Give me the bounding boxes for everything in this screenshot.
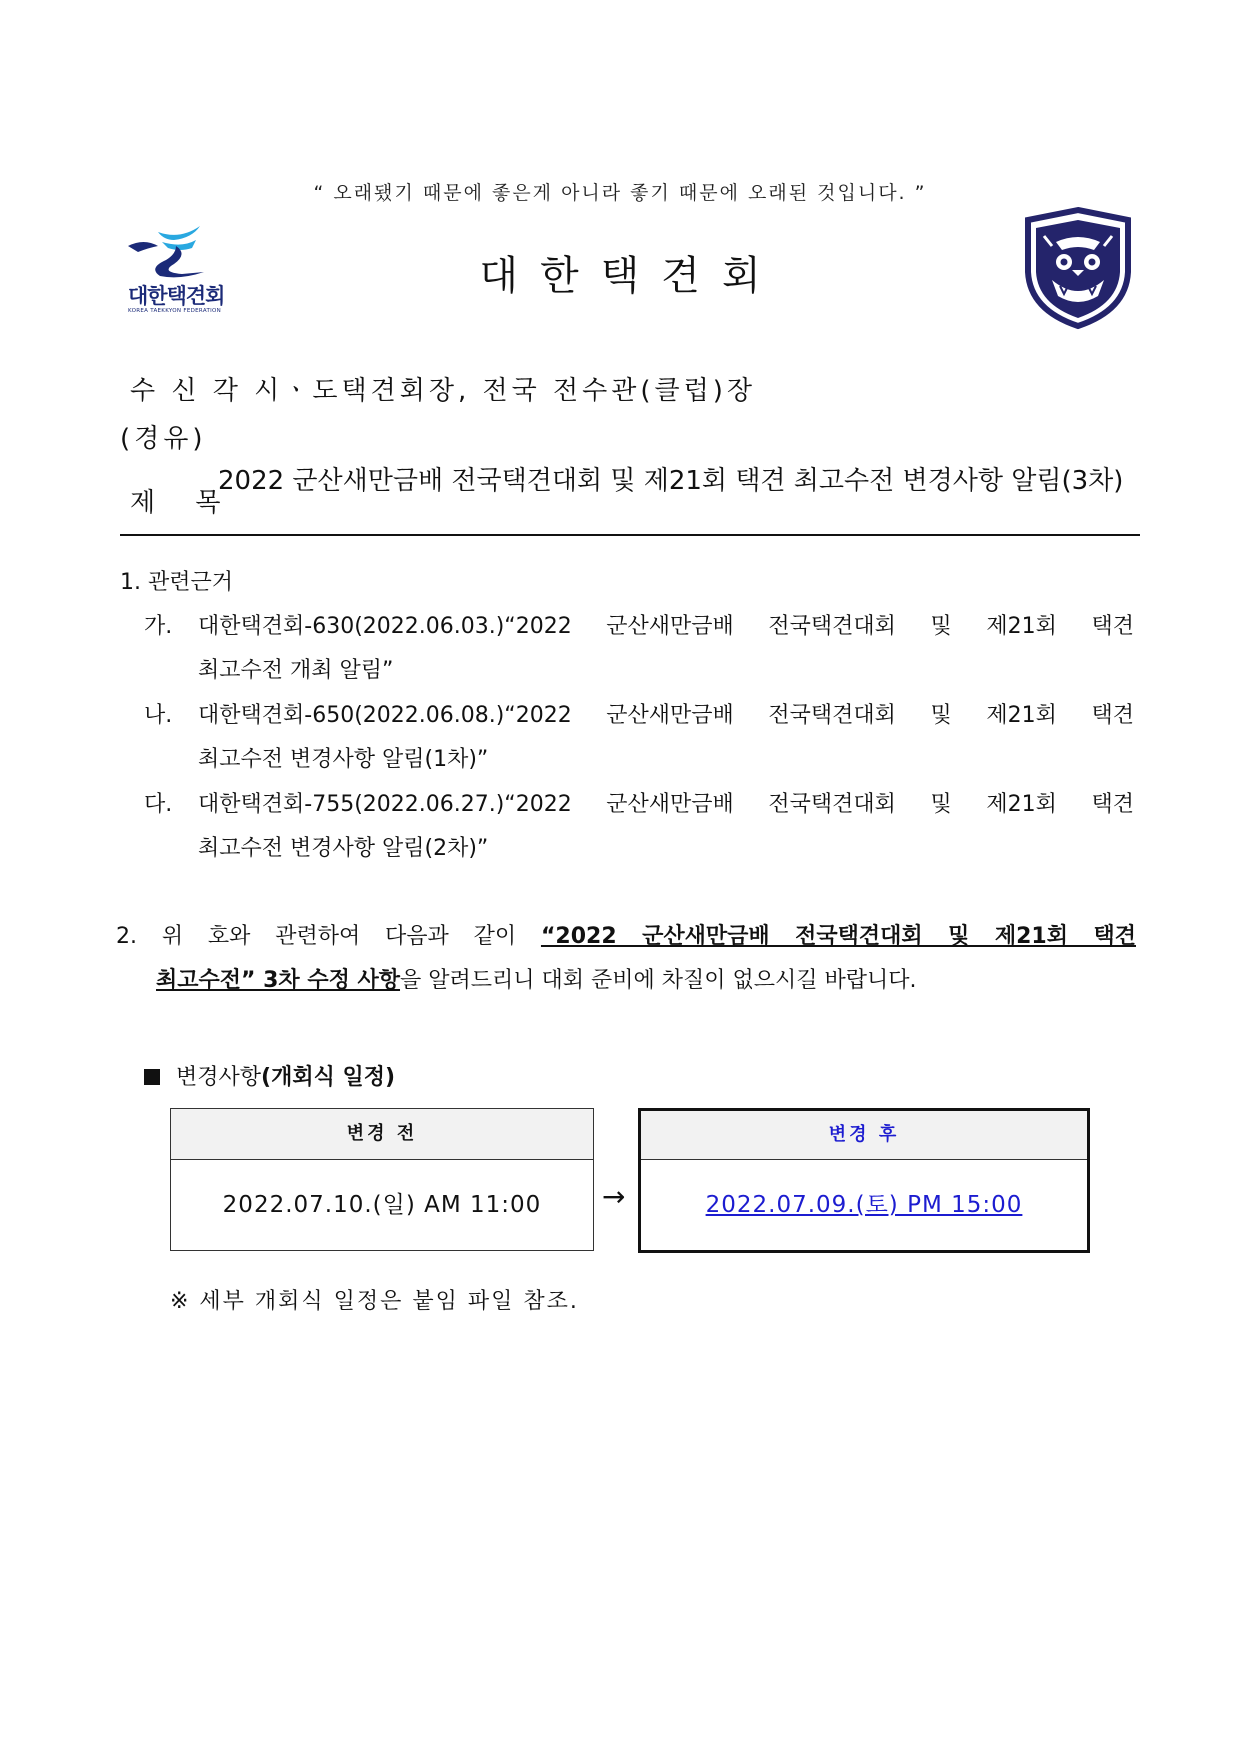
logo-subtext: KOREA TAEKKYON FEDERATION [128,308,222,314]
reference-line2: 최고수전 변경사항 알림(1차)” [198,747,489,772]
reference-line1: 대한택견회-630(2022.06.03.)“2022 군산새만금배 전국택견대회 및 제21회 택견 [198,614,1134,639]
org-title: 대한택견회 [479,253,783,299]
subject-text: 2022 군산새만금배 전국택견대회 및 제21회 택견 최고수전 변경사항 알림(3차) [218,466,1124,496]
section2-suffix: 을 알려드리니 대회 준비에 차질이 없으시길 바랍니다. [400,968,917,993]
reference-letter: 나. [144,703,173,728]
right-arrow-icon: → [602,1180,626,1213]
black-square-icon [144,1069,160,1085]
subject-label: 제 목 [130,488,237,518]
changes-heading-prefix: 변경사항 [176,1065,262,1090]
before-header: 변경 전 [171,1109,593,1160]
via-line: (경유) [120,424,207,454]
after-table [638,1108,1090,1253]
section2-line1 [116,922,1136,952]
after-header: 변경 후 [641,1111,1087,1160]
after-value: 2022.07.09.(토) PM 15:00 [705,1192,1023,1218]
changes-heading [144,1060,395,1091]
reference-letter: 가. [144,614,173,639]
reference-letter: 다. [144,792,173,817]
section2-line2 [116,966,1136,996]
section2-prefix: 2. 위 호와 관련하여 다음과 같이 [116,924,541,949]
shield-emblem [1022,206,1134,330]
section2-paragraph [116,922,1136,996]
changes-heading-bold: (개회식 일정) [261,1065,396,1090]
reference-line2: 최고수전 변경사항 알림(2차)” [198,836,489,861]
divider [120,534,1140,536]
section2-emphasis2: 최고수전” 3차 수정 사항 [156,968,401,993]
recipient: 수 신 각 시ㆍ도택견회장, 전국 전수관(클럽)장 [130,376,756,406]
reference-line1: 대한택견회-755(2022.06.27.)“2022 군산새만금배 전국택견대회 및 제21회 택견 [198,792,1134,817]
motto: “ 오래됐기 때문에 좋은게 아니라 좋기 때문에 오래된 것입니다. ” [313,182,927,204]
reference-line2: 최고수전 개최 알림” [198,658,394,683]
before-table [170,1108,594,1251]
section2-emphasis1: “2022 군산새만금배 전국택견대회 및 제21회 택견 [540,924,1136,949]
before-value: 2022.07.10.(일) AM 11:00 [222,1192,542,1218]
dokkaebi-shield-icon [1022,206,1134,330]
section1-title: 1. 관련근거 [120,570,233,595]
logo-wordmark: 대한택견회 [128,284,225,308]
reference-line1: 대한택견회-650(2022.06.08.)“2022 군산새만금배 전국택견대회 및 제21회 택견 [198,703,1134,728]
footnote: ※ 세부 개회식 일정은 붙임 파일 참조. [170,1289,579,1314]
